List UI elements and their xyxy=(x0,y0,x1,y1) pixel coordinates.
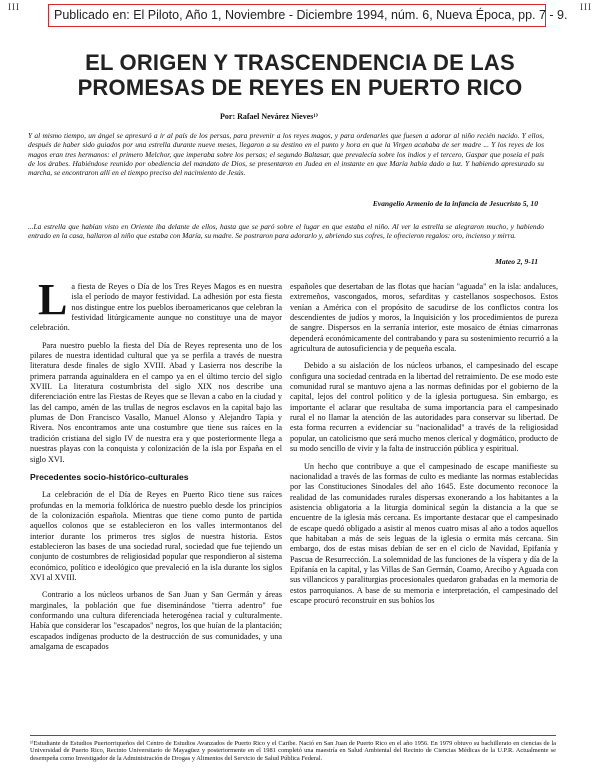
author-footnote: ¹⁾Estudiante de Estudios Puertorriqueños del Centro de Estudios Avanzados de Puerto Rico y el Caribe. Nació en San Juan de Puerto Rico en el año 1956. En 1979 obtuvo su bachillerato en ciencias de la Universidad de Puerto Rico, Recinto Universitario de Mayagüez y posteriormente en el 1981 completó una maestría en Salud Ambiental del Recinto de Ciencias Médicas de la U.P.R. Actualmente se desempeña como Investigador de la Administración de Drogas y Alimentos del Servicio de Salud Pública Federal. xyxy=(30,740,556,762)
paragraph: Debido a su aislación de los núcleos urbanos, el campesinado del escape configura una sociedad centrada en la libertad del retraimiento. De ese modo este comunidad rural se mantuvo ajena a las normas definidas por el gobierno de la capital, lejos del control político y de la iglesia portuguesa. Sin embargo, es importante el aclarar que resultaba de suma importancia para el campesinado rural el no llamar la atención de las autoridades para conservar su libertad. De esta forma recurren a evidenciar su "nacionalidad" a través de la religiosidad popular, un catolicismo que será mucho menos clerical y dogmático, producto de su modo sencillo de vivir y la falta de instrucción pública y espiritual. xyxy=(290,361,558,454)
epigraph-1-source: Evangelio Armenio de la infancia de Jesucristo 5, 10 xyxy=(372,199,538,208)
paragraph: La celebración de el Día de Reyes en Puerto Rico tiene sus raíces profundas en la memoria folklórica de nuestro pueblo desde los principios de la colonización española. Mientras que tiene como punto de partida aquellos colonos que se establecieron en los valles intermontanos del interior durante los primeros tres siglos de nuestra historia. Estos establecieron las bases de una sociedad rural, sociedad que fue tejiendo un conjunto de costumbres de religiosidad popular que respondieron al sistema económico, político e ideológico que prevaleció en la isla durante los siglos XVI al XVIII. xyxy=(30,490,282,582)
author-byline: Por: Rafael Nevárez Nieves¹⁾ xyxy=(220,112,319,121)
epigraph-2: ...La estrella que habían visto en Oriente iba delante de ellos, hasta que se paró sobre el lugar en que estaba el niño. Al ver la estrella se alegraron mucho, y habiendo entrado en la casa, hallaron al niño que estaba con María, su madre. Se postraron para adorarlo y, abriendo sus cofres, le ofrecieron regalos: oro, incienso y mirra. xyxy=(28,222,544,241)
epigraph-1: Y al mismo tiempo, un ángel se apresuró a ir al país de los persas, para prevenir a los reyes magos, y para ordenarles que fuesen a adorar al niño recién nacido. Y ellos, después de haber sido guiados por una estrella durante nueve meses, llegaron a su destino en el punto y hora en que la Virgen acababa de ser madre ... Y los reyes de los magos eran tres hermanos: el primero Melchor, que imperaba sobre los persas; el segundo Baltasar, que prevalecía sobre los indios y el tercero, Gaspar que poseía el país de los árabes. Habiéndose reunido por obediencia del mandato de Dios, se presentaron en Judea en el instante en que María había dado a luz. Y habiendo apresurado su marcha, se encontraron allí en el tiempo preciso del nacimiento de Jesús. xyxy=(28,131,544,178)
title-line-2: PROMESAS DE REYES EN PUERTO RICO xyxy=(77,75,523,100)
paragraph: Contrario a los núcleos urbanos de San Juan y San Germán y áreas marginales, la población que fue diseminándose "tierra adentro" fue conformando una cultura diferenciada heterogénea racial y culturalmente. Había que considerar los "escapados" negros, los que huían de la plantación; escapados indígenas producto de la destrucción de sus comunidades, y una amalgama de escapados xyxy=(30,590,282,651)
left-column xyxy=(30,275,282,659)
paragraph: españoles que desertaban de las flotas que hacían "aguada" en la isla: andaluces, extremeños, vascongados, moros, sefarditas y castellanos sospechosos. Estos venían a América con el propósito de sacudirse de los conflictos contra los descendientes de judíos y moros, la Inquisición y los procedimientos de pureza de sangre. Dispersos en la serranía interior, este mosaico de étnias cimarronas dependerá económicamente del contrabando y para su sostenimiento recurrió a la agricultura de autosuficiencia y de pequeña escala. xyxy=(290,282,558,354)
title-line-1: EL ORIGEN Y TRASCENDENCIA DE LAS xyxy=(85,50,515,75)
paragraph: Un hecho que contribuye a que el campesinado de escape manifieste su nacionalidad a través de las formas de culto es mediante las normas establecidas por las Constituciones Sinodales del año 1645. Este documento reconoce la realidad de las comunidades rurales dispersas exonerando a los habitantes a la asistencia obligatoria a la liturgia dominical según la distancia a la que se encuentre de la iglesia más cercana. Es importante destacar que el campesinado de escape quedó obligado a asistir al menos cuatro misas al año a todos aquellos que habitaban a más de seis leguas de la iglesia o ermita más cercana. Sin embargo, dos de estas misas debían de ser en el ciclo de Navidad, Epifanía y Pascua de Resurrección. La solemnidad de las funciones de la víspera y día de la Epifanía en la capital, y las Villas de San Germán, Coamo, Arecibo y Aguada con sus villancicos y paraliturgias procesionales quedaron grabadas en la memoria de estos parroquianos. A base de su memoria e interpretación, el campesinado del escape procuró reconstruir en sus bohíos los xyxy=(290,461,558,605)
footnote-rule xyxy=(30,735,556,736)
paragraph: Para nuestro pueblo la fiesta del Día de Reyes representa uno de los pilares de nuestra identidad cultural que ya se perfila a través de nuestra literatura desde finales de siglo XVIII. Abad y Lasierra nos describe la primera parranda aguinaldera en el campo ya en el último tercio del siglo XVIII. La literatura costumbrista del siglo XIX nos describe una diferenciación entre las Fiestas de Reyes que se llevan a cabo en la ciudad y las del campo, amén de las trullas de negros esclavos en la capital bajo las plumas de Don Francisco Vasallo, Manuel Alonso y Alejandro Tapia y Rivera. Nos encontramos ante una costumbre que tiene sus raíces en la tradición cristiana del siglo IV de nuestra era y que posteriormente llega a nuestras playas con la conquista y colonización de la isla por España en el siglo XVI. xyxy=(30,340,282,464)
right-column xyxy=(290,282,558,613)
article-title xyxy=(40,50,560,100)
lead-paragraph xyxy=(30,275,282,334)
right-margin-mark: III xyxy=(580,2,592,12)
epigraph-2-source: Mateo 2, 9-11 xyxy=(495,257,538,266)
citation-box: Publicado en: El Piloto, Año 1, Noviembre - Diciembre 1994, núm. 6, Nueva Época, pp. 7 - 9. xyxy=(48,4,546,27)
drop-cap: L xyxy=(38,275,68,324)
left-margin-mark: III xyxy=(8,2,20,12)
section-heading: Precedentes socio-histórico-culturales xyxy=(30,471,189,482)
lead-paragraph-text: a fiesta de Reyes o Día de los Tres Reyes Magos es en nuestra isla el período de mayor festividad. La adhesión por esta fiesta nos distingue entre los pueblos iberoamericanos que celebran la festividad litúrgicamente aunque no constituye una de mayor celebración. xyxy=(30,282,282,333)
